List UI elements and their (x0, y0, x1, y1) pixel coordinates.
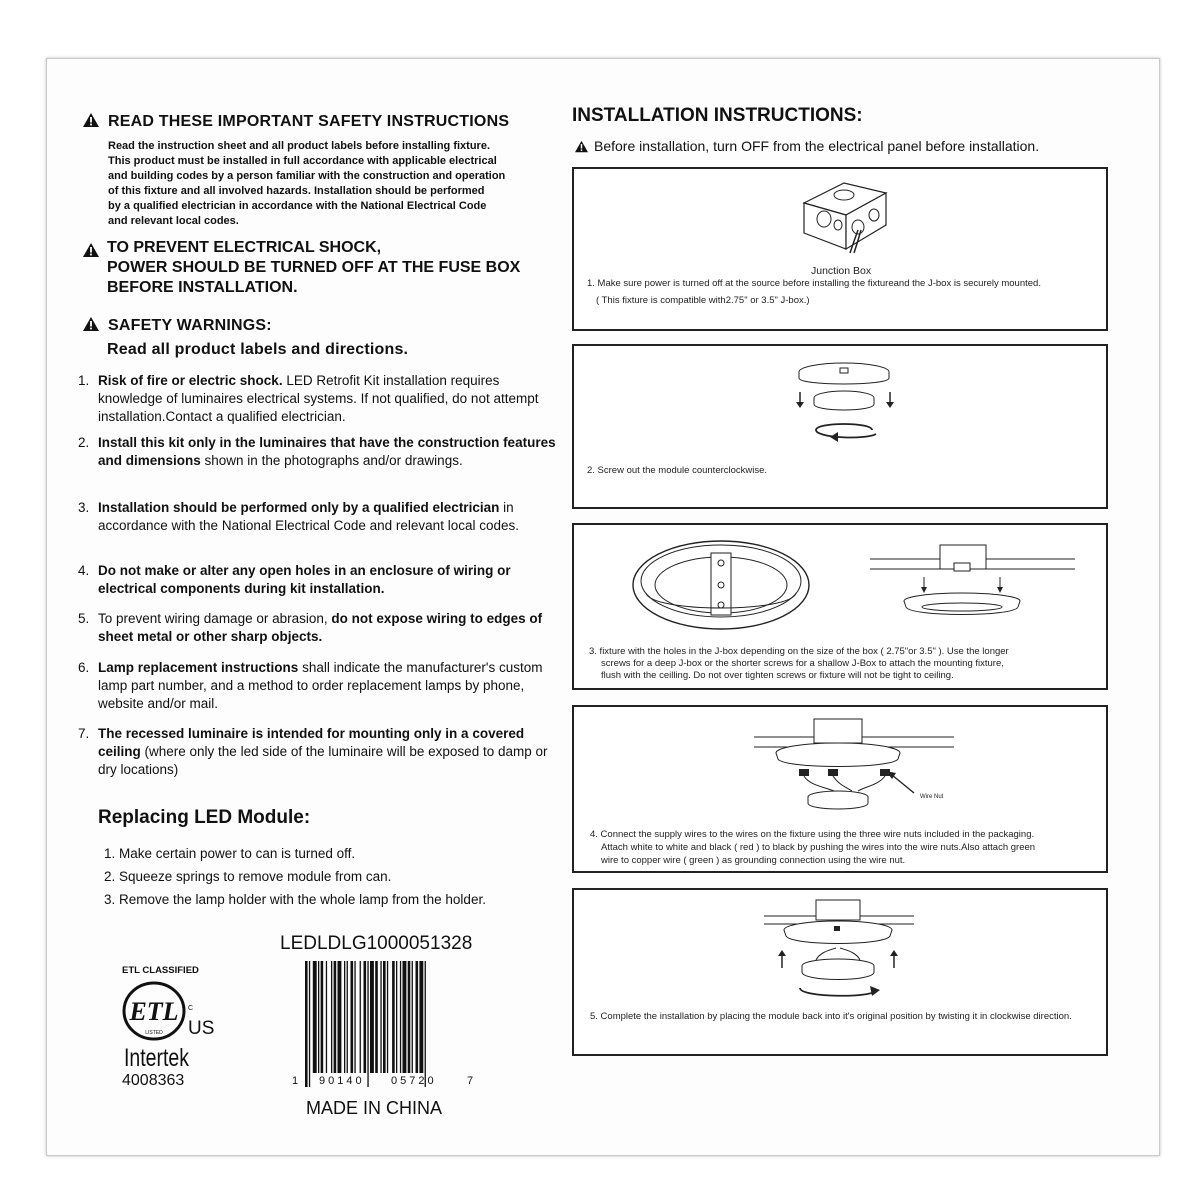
barcode-bar (375, 961, 378, 1073)
warnings-heading (82, 316, 272, 335)
replacing-step: 1. Make certain power to can is turned off. (104, 846, 356, 861)
barcode-bar (351, 961, 354, 1073)
safety-body-line: of this fixture and all involved hazards. Installation should be performed (108, 185, 485, 197)
warning-item: 6. Lamp replacement instructions shall indicate the manufacturer's custom lamp part number, and a method to order replacement lamps by phone, website and/or mail. (78, 660, 543, 711)
safety-body-line: and relevant local codes. (108, 215, 239, 227)
module-removal-illustration (784, 358, 904, 458)
barcode-last-digit: 7 (467, 1075, 474, 1087)
junction-box-label: Junction Box (811, 265, 872, 277)
barcode-bar (370, 961, 374, 1073)
replacing-step: 2. Squeeze springs to remove module from can. (104, 869, 392, 884)
step-panel-5 (572, 888, 1108, 1056)
barcode-bar (344, 961, 345, 1073)
step-3-line: flush with the ceilling. Do not over tighten screws or fixture will not be tight to ceiling. (601, 670, 954, 681)
safety-title: READ THESE IMPORTANT SAFETY INSTRUCTIONS (108, 113, 510, 130)
warning-item: 5. To prevent wiring damage or abrasion, do not expose wiring to edges of sheet metal or other sharp objects. (78, 611, 543, 644)
reinstall-illustration (764, 894, 914, 1006)
warning-icon (82, 316, 100, 332)
safety-body-line: This product must be installed in full accordance with applicable electrical (108, 155, 497, 167)
barcode-right-digits: 05720 (391, 1075, 437, 1087)
warning-item: 7. The recessed luminaire is intended for mounting only in a covered ceiling (where only the led side of the luminaire will be exposed to damp or dry locations) (78, 726, 548, 777)
svg-text:LISTED: LISTED (145, 1030, 163, 1036)
barcode-bar (364, 961, 367, 1073)
wiring-illustration (754, 713, 954, 823)
safety-body-line: Read the instruction sheet and all product labels before installing fixture. (108, 140, 491, 152)
step-4-line: 4. Connect the supply wires to the wires on the fixture using the three wire nuts included in the packaging. (590, 829, 1035, 840)
barcode-bar (305, 961, 308, 1087)
replacing-title: Replacing LED Module: (98, 807, 311, 828)
warnings-title: SAFETY WARNINGS: (108, 317, 272, 334)
safety-body-line: and building codes by a person familiar with the construction and operation (108, 170, 506, 182)
shock-title-line: POWER SHOULD BE TURNED OFF AT THE FUSE BOX (107, 259, 521, 276)
shock-title-line: BEFORE INSTALLATION. (107, 279, 298, 296)
warning-icon (574, 140, 589, 153)
shock-heading (82, 238, 520, 298)
step-panel-4 (572, 705, 1108, 873)
warning-icon (82, 112, 100, 128)
barcode-bar (313, 961, 317, 1073)
step-panel-2 (572, 344, 1108, 509)
installation-note (574, 138, 1039, 154)
step-panel-3 (572, 523, 1108, 690)
sku-number: LEDLDLG1000051328 (280, 933, 473, 954)
made-in-label: MADE IN CHINA (306, 1098, 443, 1118)
warning-item: 2. Install this kit only in the luminaires that have the construction features and dimensions shown in the photographs and/or drawings. (78, 435, 556, 468)
barcode (305, 961, 465, 1089)
barcode-left-digits: 90140 (319, 1075, 365, 1087)
barcode-bar (318, 961, 319, 1073)
etl-classified-label: ETL CLASSIFIED (122, 965, 199, 976)
barcode-bar (354, 961, 355, 1073)
barcode-bar (412, 961, 413, 1073)
barcode-bar (408, 961, 411, 1073)
step-3-line: 3. fixture with the holes in the J-box depending on the size of the box ( 2.75"or 3.5" ). Use the longer (589, 646, 1009, 657)
step-4-line: wire to copper wire ( green ) as grounding connection using the wire nut. (601, 855, 906, 866)
barcode-bar (392, 961, 395, 1073)
etl-us: US (188, 1018, 215, 1039)
step-panel-1 (572, 167, 1108, 331)
step-2-line: 2. Screw out the module counterclockwise. (587, 465, 768, 476)
barcode-bar (367, 961, 368, 1087)
barcode-bar (419, 961, 423, 1073)
step-5-line: 5. Complete the installation by placing the module back into it's original position by twisting it in clockwise direction. (590, 1011, 1072, 1022)
barcode-bar (400, 961, 401, 1073)
intertek-number: 4008363 (122, 1072, 185, 1089)
step-1-line: ( This fixture is compatible with2.75" or 3.5" J-box.) (596, 295, 810, 306)
intertek-name: Intertek (124, 1044, 190, 1072)
warning-item: 4. Do not make or alter any open holes in an enclosure of wiring or electrical components during kit installation. (78, 563, 511, 596)
barcode-bar (321, 961, 324, 1073)
barcode-bar (387, 961, 388, 1073)
shock-title-line: TO PREVENT ELECTRICAL SHOCK, (107, 239, 382, 256)
barcode-first-digit: 1 (292, 1075, 299, 1087)
svg-text:ETL: ETL (129, 997, 179, 1026)
wire-nut-label: Wire Nut (920, 794, 944, 800)
junction-box-illustration (794, 175, 894, 255)
barcode-bar (326, 961, 327, 1073)
barcode-bar (425, 961, 426, 1087)
barcode-bar (383, 961, 386, 1073)
step-3-line: screws for a deep J-box or the shorter screws for a shallow J-Box to attach the mounting fixture, (601, 658, 1004, 669)
mounting-plate-illustration (626, 533, 816, 645)
barcode-bar (309, 961, 310, 1087)
svg-text:C: C (188, 1005, 194, 1012)
step-4-line: Attach white to white and black ( red ) to black by pushing the wires into the wire nuts.Also attach green (601, 842, 1036, 853)
warning-item: 1. Risk of fire or electric shock. LED Retrofit Kit installation requires knowledge of luminaires electrical systems. If not qualified, do not attempt installation.Contact a qualified electrician. (78, 373, 539, 424)
warning-icon (82, 242, 100, 258)
installation-title: INSTALLATION INSTRUCTIONS: (572, 105, 863, 126)
safety-instructions-heading (82, 112, 509, 131)
safety-body (108, 139, 558, 229)
barcode-bar (396, 961, 397, 1073)
safety-body-line: by a qualified electrician in accordance with the National Electrical Code (108, 200, 487, 212)
barcode-bar (331, 961, 332, 1073)
barcode-bar (334, 961, 337, 1073)
barcode-bar (360, 961, 361, 1073)
warnings-subtitle: Read all product labels and directions. (107, 341, 409, 358)
barcode-bar (338, 961, 342, 1073)
barcode-bar (403, 961, 407, 1073)
fixture-side-illustration (870, 537, 1075, 627)
step-1-line: 1. Make sure power is turned off at the source before installing the fixtureand the J-box is securely mounted. (587, 278, 1041, 289)
warning-item: 3. Installation should be performed only by a qualified electrician in accordance with the National Electrical Code and relevant local codes. (78, 500, 519, 533)
replacing-step: 3. Remove the lamp holder with the whole lamp from the holder. (104, 892, 486, 907)
barcode-bar (347, 961, 348, 1073)
barcode-bar (416, 961, 419, 1073)
barcode-bar (380, 961, 381, 1073)
installation-note-text: Before installation, turn OFF from the electrical panel before installation. (594, 138, 1040, 154)
